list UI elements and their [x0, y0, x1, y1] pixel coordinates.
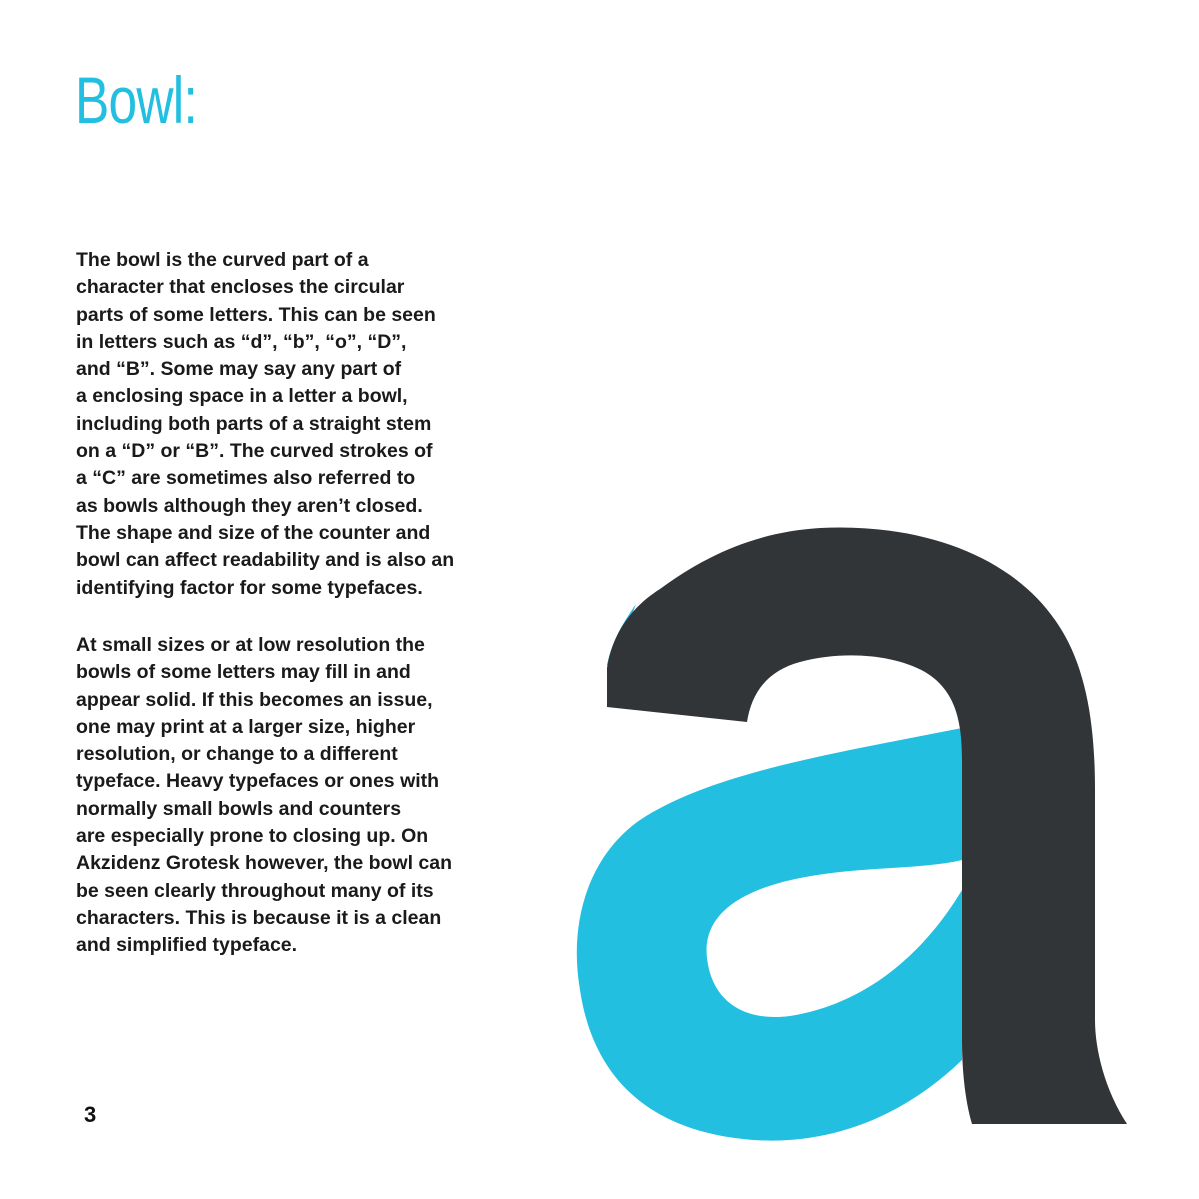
- page-title: Bowl:: [75, 63, 197, 137]
- letter-a-stem-shape: [607, 527, 1127, 1124]
- paragraph-bowl-definition: The bowl is the curved part of a character that encloses the circular parts of some letters. This can be seen in letters such as “d”, “b”, “o”, “D”, and “B”. Some may say any part of a enclosing space in a letter a bowl, including both parts of a straight stem on a “D” or “B”. The curved strokes of a “C” are sometimes also referred to as bowls although they aren’t closed. The shape and size of the counter and bowl can affect readability and is also an identifying factor for some typefaces.: [76, 249, 455, 599]
- page-number: 3: [84, 1102, 97, 1127]
- paragraph-small-sizes: At small sizes or at low resolution the bowls of some letters may fill in and appear solid. If this becomes an issue, one may print at a larger size, higher resolution, or change to a different typeface. Heavy typefaces or ones with normally small bowls and counters are especially prone to closing up. On Akzidenz Grotesk however, the bowl can be seen clearly throughout many of its characters. This is because it is a clean and simplified typeface.: [76, 634, 453, 957]
- letter-a-bowl-shape: [577, 728, 962, 1141]
